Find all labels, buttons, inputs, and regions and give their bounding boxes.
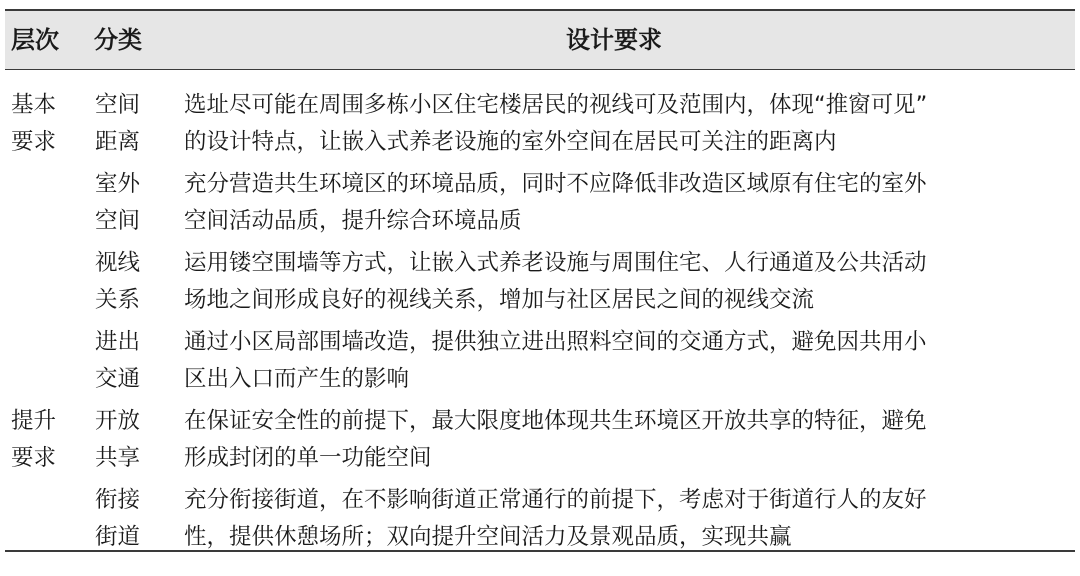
requirement-text: 形成封闭的单一功能空间 (184, 445, 432, 471)
requirement-text: 选址尽可能在周围多栋小区住宅楼居民的视线可及范围内，体现“推窗可见” (184, 92, 928, 118)
requirement-cell (184, 324, 1072, 398)
requirement-text: 的设计特点，让嵌入式养老设施的室外空间在居民可关注的距离内 (184, 129, 837, 155)
category-cell (95, 87, 165, 161)
category-cell (95, 482, 165, 556)
category-text: 空间 (95, 92, 141, 118)
level-text: 要求 (11, 445, 57, 471)
requirement-text: 通过小区局部围墙改造，提供独立进出照料空间的交通方式，避免因共用小 (184, 329, 927, 355)
category-text: 室外 (95, 171, 141, 197)
category-cell (95, 245, 165, 319)
requirement-text: 运用镂空围墙等方式，让嵌入式养老设施与周围住宅、人行通道及公共活动 (184, 250, 927, 276)
design-requirements-table (5, 9, 1075, 552)
category-text: 视线 (95, 250, 141, 276)
level-cell (11, 87, 81, 161)
level-text: 要求 (11, 129, 57, 155)
requirement-text: 在保证安全性的前提下，最大限度地体现共生环境区开放共享的特征，避免 (184, 408, 927, 434)
header-category: 分类 (94, 26, 142, 54)
requirement-text: 区出入口而产生的影响 (184, 366, 410, 392)
requirement-cell (184, 482, 1072, 556)
category-text: 交通 (95, 366, 141, 392)
requirement-cell (184, 166, 1072, 240)
category-text: 衔接 (95, 487, 141, 513)
header-requirement: 设计要求 (566, 26, 662, 54)
requirement-text: 场地之间形成良好的视线关系，增加与社区居民之间的视线交流 (184, 287, 815, 313)
category-text: 进出 (95, 329, 141, 355)
category-text: 共享 (95, 445, 141, 471)
category-text: 街道 (95, 524, 141, 550)
header-level: 层次 (11, 26, 59, 54)
category-cell (95, 324, 165, 398)
category-cell (95, 403, 165, 477)
requirement-cell (184, 245, 1072, 319)
category-text: 距离 (95, 129, 141, 155)
requirement-cell (184, 87, 1072, 161)
requirement-text: 性，提供休憩场所；双向提升空间活力及景观品质，实现共赢 (184, 524, 792, 550)
requirement-cell (184, 403, 1072, 477)
level-text: 基本 (11, 92, 57, 118)
table-body (5, 70, 1075, 550)
category-text: 开放 (95, 408, 141, 434)
level-cell (11, 403, 81, 477)
requirement-text: 空间活动品质，提升综合环境品质 (184, 208, 522, 234)
requirement-text: 充分衔接街道，在不影响街道正常通行的前提下，考虑对于街道行人的友好 (184, 487, 927, 513)
table-header (5, 11, 1075, 69)
category-text: 关系 (95, 287, 141, 313)
category-text: 空间 (95, 208, 141, 234)
category-cell (95, 166, 165, 240)
level-text: 提升 (11, 408, 57, 434)
requirement-text: 充分营造共生环境区的环境品质，同时不应降低非改造区域原有住宅的室外 (184, 171, 927, 197)
